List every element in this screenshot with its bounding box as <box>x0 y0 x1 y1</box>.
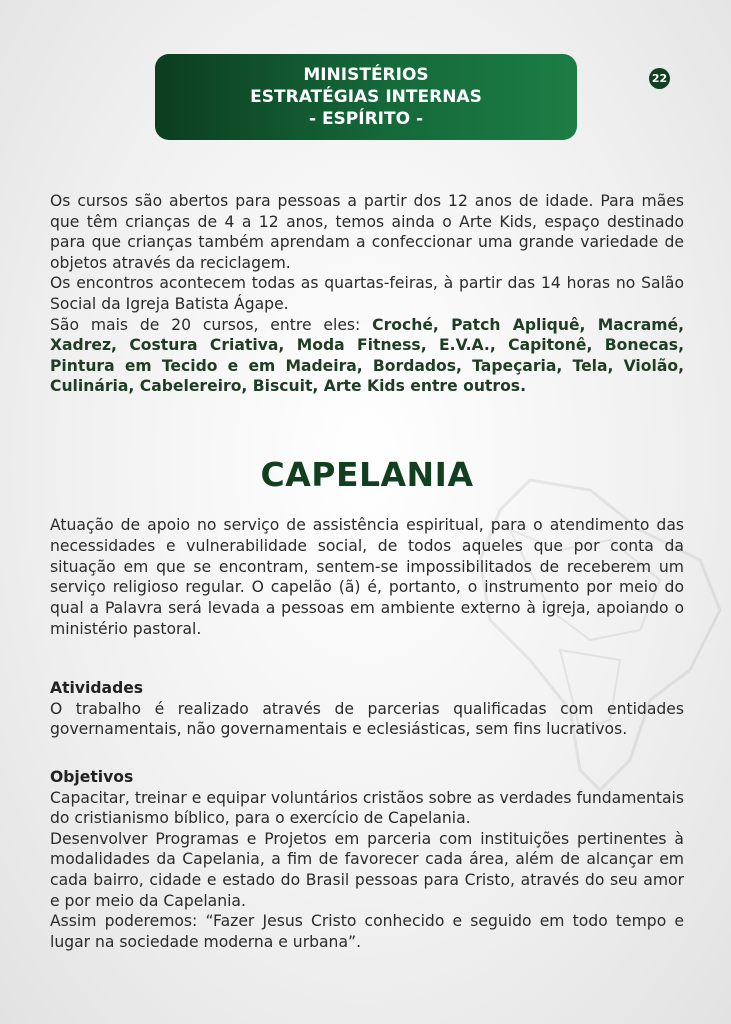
courses-list: Croché, Patch Apliquê, Macramé, Xadrez, Costura Criativa, Moda Fitness, E.V.A., Capitonê, Bonecas, Pintura em Tecido e em Madeira, Bordados, Tapeçaria, Tela, Violão, Culinária, Cabelereiro, Biscuit, Arte Kids entre outros. <box>50 315 684 396</box>
capelania-text <box>50 515 684 640</box>
courses-text <box>50 191 684 397</box>
courses-paragraph-3 <box>50 315 684 397</box>
objetivos-heading: Objetivos <box>50 768 134 786</box>
atividades-paragraph: O trabalho é realizado através de parcerias qualificadas com entidades governamentais, não governamentais e eclesiásticas, sem fins lucrativos. <box>50 699 684 739</box>
capelania-title: CAPELANIA <box>260 455 474 494</box>
objetivos-paragraph-3: Assim poderemos: “Fazer Jesus Cristo conhecido e seguido em todo tempo e lugar na sociedade moderna e urbana”. <box>50 912 684 951</box>
objetivos-section <box>50 767 684 952</box>
page-number-badge: 22 <box>649 68 670 89</box>
header-line-estrategias: ESTRATÉGIAS INTERNAS <box>250 87 482 107</box>
objetivos-paragraph-2: Desenvolver Programas e Projetos em parceria com instituições pertinentes à modalidades da Capelania, a fim de favorecer cada área, além de alcançar em cada bairro, cidade e estado do Brasil pessoas para Cristo, através do seu amor e por meio da Capelania. <box>50 829 684 910</box>
atividades-heading: Atividades <box>50 679 144 697</box>
header-line-espirito: - ESPÍRITO - <box>308 109 424 129</box>
header-line-ministerios: MINISTÉRIOS <box>303 65 429 85</box>
courses-paragraph-2: Os encontros acontecem todas as quartas-feiras, à partir das 14 horas no Salão Social da Igreja Batista Ágape. <box>50 274 684 313</box>
courses-prefix: São mais de 20 cursos, entre eles: <box>50 315 373 334</box>
atividades-section <box>50 678 684 740</box>
courses-paragraph-1: Os cursos são abertos para pessoas a partir dos 12 anos de idade. Para mães que têm crianças de 4 a 12 anos, temos ainda o Arte Kids, espaço destinado para que crianças também aprendam a confeccionar uma grande variedade de objetos através da reciclagem. <box>50 192 684 272</box>
objetivos-paragraph-1: Capacitar, treinar e equipar voluntários cristãos sobre as verdades fundamentais do cristianismo bíblico, para o exercício de Capelania. <box>50 788 684 828</box>
section-header <box>155 54 577 140</box>
capelania-paragraph: Atuação de apoio no serviço de assistência espiritual, para o atendimento das necessidades e vulnerabilidade social, de todos aqueles que por conta da situação em que se encontram, sentem-se impossibilitados de receberem um serviço religioso regular. O capelão (ã) é, portanto, o instrumento por meio do qual a Palavra será levada a pessoas em ambiente externo à igreja, apoiando o ministério pastoral. <box>50 516 684 638</box>
